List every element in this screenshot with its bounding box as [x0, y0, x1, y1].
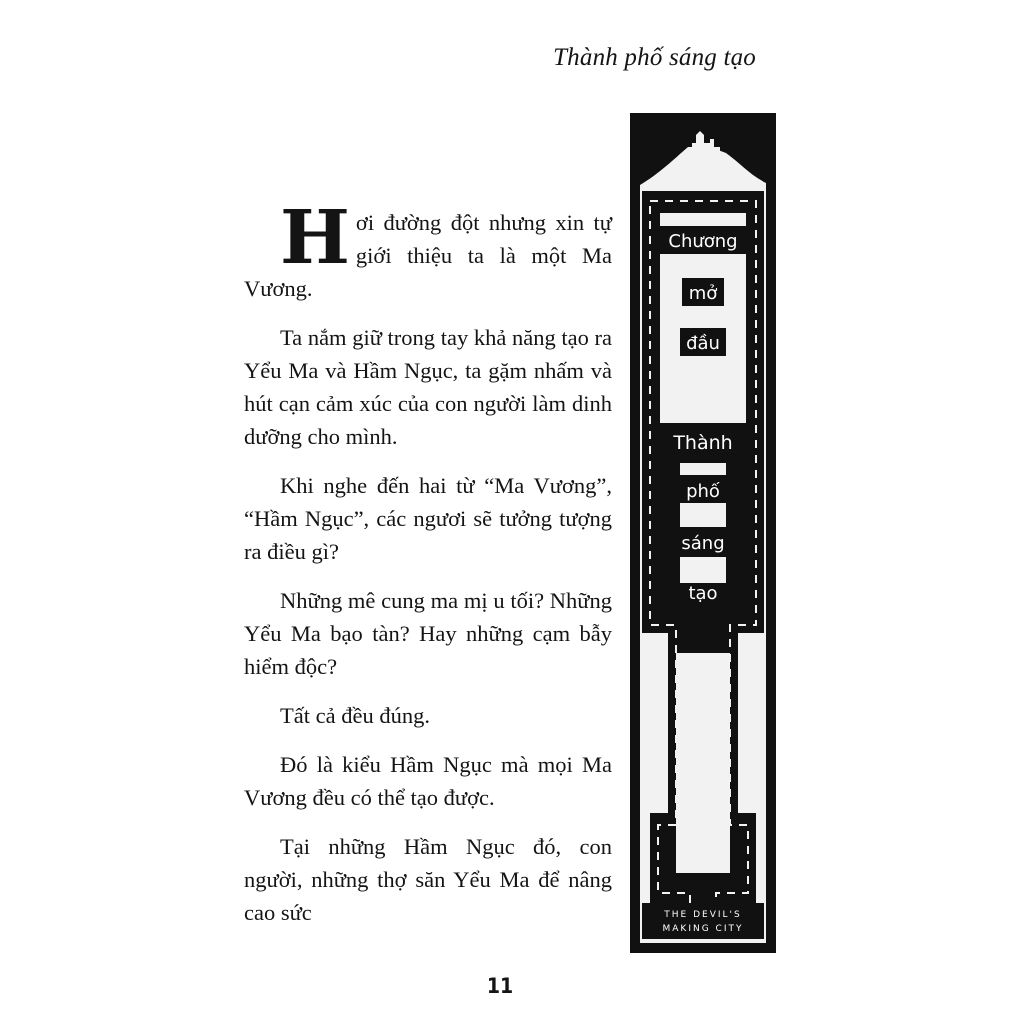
drop-cap: H: [280, 195, 350, 281]
paragraph-5: Tất cả đều đúng.: [280, 703, 430, 728]
paragraph-1: [244, 195, 612, 305]
paragraph-4: Những mê cung ma mị u tối? Những Yểu Ma bạo tàn? Hay những cạm bẫy hiểm độc?: [244, 588, 612, 679]
chapter-word-1: Chương: [668, 231, 738, 252]
title-word-1: Thành: [673, 432, 733, 454]
banner-footer-line-2: MAKING CITY: [662, 924, 744, 934]
chapter-word-2: mở: [688, 283, 718, 304]
banner-window-bottom: [676, 653, 730, 873]
paragraph-3: Khi nghe đến hai từ “Ma Vương”, “Hầm Ngục”, các ngươi sẽ tưởng tượng ra điều gì?: [244, 473, 612, 564]
paragraph-2: Ta nắm giữ trong tay khả năng tạo ra Yểu Ma và Hầm Ngục, ta gặm nhấm và hút cạn cảm xúc của con người làm dinh dưỡng cho mình.: [244, 325, 612, 449]
page-number: 11: [486, 974, 514, 998]
paragraph-7: Tại những Hầm Ngục đó, con người, những thợ săn Yểu Ma để nâng cao sức: [244, 834, 612, 925]
paragraph-6: Đó là kiểu Hầm Ngục mà mọi Ma Vương đều có thể tạo được.: [244, 752, 612, 810]
title-word-3: sáng: [681, 533, 725, 554]
paragraph-1-text: ơi đường đột nhưng xin tự giới thiệu ta là một Ma Vương.: [244, 210, 612, 301]
title-word-2: phố: [686, 481, 720, 502]
running-header: Thành phố sáng tạo: [553, 44, 756, 71]
chapter-banner: [630, 113, 776, 953]
banner-footer-line-1: THE DEVIL'S: [664, 910, 742, 920]
title-word-4: tạo: [688, 583, 718, 604]
chapter-word-3: đầu: [686, 333, 720, 354]
body-text: [244, 195, 612, 945]
banner-illustration: [630, 113, 776, 953]
